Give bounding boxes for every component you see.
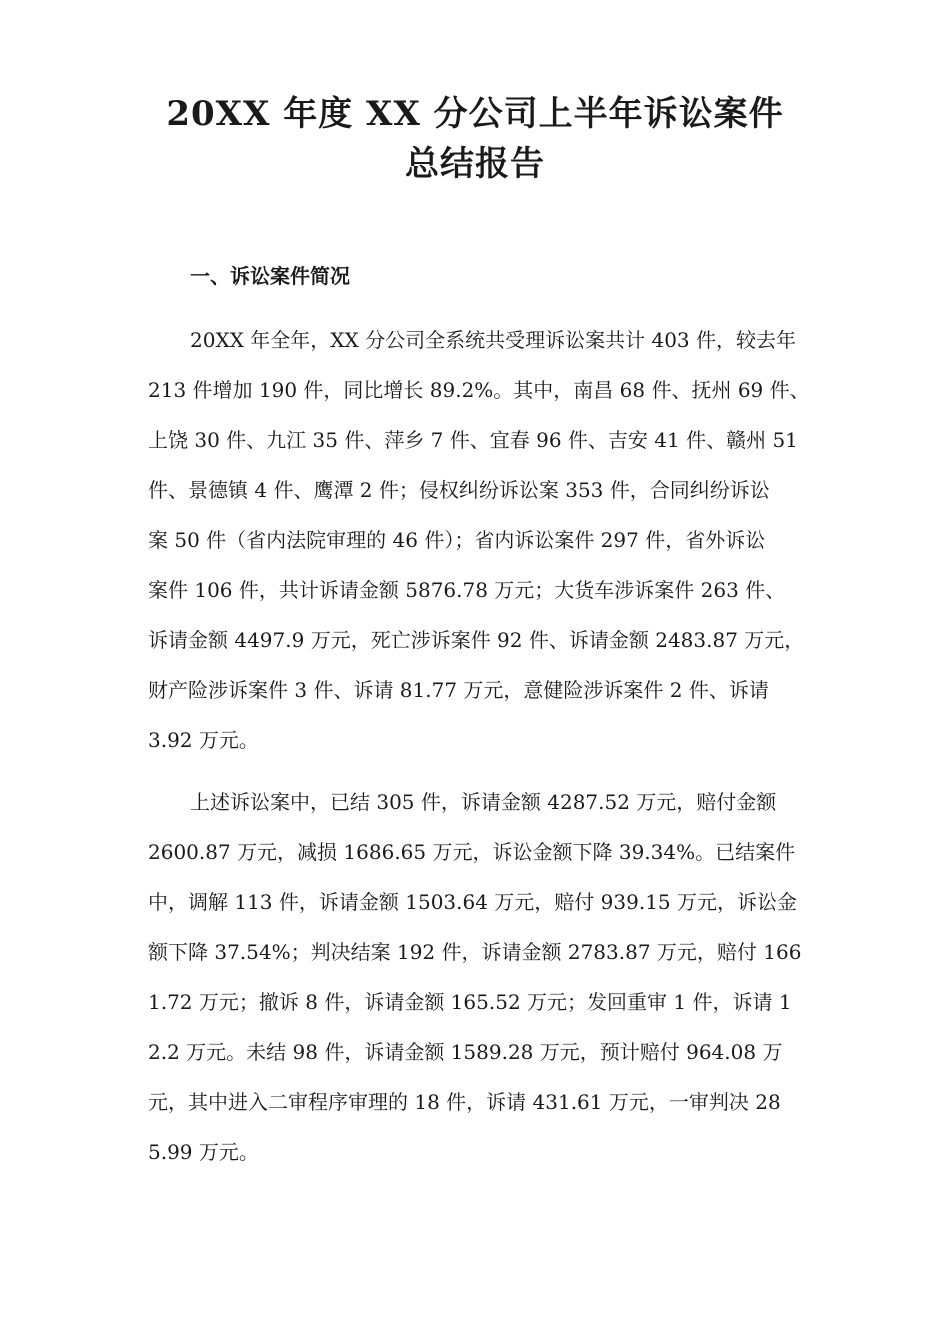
paragraph-settlement-summary xyxy=(148,777,820,1177)
document-title-line-1: 20XX 年度 XX 分公司上半年诉讼案件 xyxy=(166,94,784,134)
paragraph-line: 213 件增加 190 件，同比增长 89.2%。其中，南昌 68 件、抚州 69 件、 xyxy=(148,378,810,402)
paragraph-line: 案 50 件（省内法院审理的 46 件）；省内诉讼案件 297 件，省外诉讼 xyxy=(148,528,766,552)
paragraph-line: 2600.87 万元，减损 1686.65 万元，诉讼金额下降 39.34%。已结案件 xyxy=(148,840,796,864)
paragraph-line: 上饶 30 件、九江 35 件、萍乡 7 件、宜春 96 件、吉安 41 件、赣州 51 xyxy=(148,428,798,452)
paragraph-case-summary xyxy=(148,315,820,765)
paragraph-line: 财产险涉诉案件 3 件、诉请 81.77 万元，意健险涉诉案件 2 件、诉请 xyxy=(148,678,769,702)
paragraph-line: 元，其中进入二审程序审理的 18 件，诉请 431.61 万元，一审判决 28 xyxy=(148,1090,781,1114)
paragraph-line: 案件 106 件，共计诉请金额 5876.78 万元；大货车涉诉案件 263 件、 xyxy=(148,578,786,602)
paragraph-line: 1.72 万元；撤诉 8 件，诉请金额 165.52 万元；发回重审 1 件，诉请 1 xyxy=(148,990,792,1014)
paragraph-line: 诉请金额 4497.9 万元，死亡涉诉案件 92 件、诉请金额 2483.87 万元， xyxy=(148,628,805,652)
paragraph-line: 2.2 万元。未结 98 件，诉请金额 1589.28 万元，预计赔付 964.08 万 xyxy=(148,1040,783,1064)
paragraph-line: 5.99 万元。 xyxy=(148,1140,259,1164)
paragraph-line: 20XX 年全年，XX 分公司全系统共受理诉讼案共计 403 件，较去年 xyxy=(190,328,797,352)
paragraph-line: 件、景德镇 4 件、鹰潭 2 件；侵权纠纷诉讼案 353 件，合同纠纷诉讼 xyxy=(148,478,770,502)
section-heading-case-overview: 一、诉讼案件简况 xyxy=(190,264,350,288)
document-title-line-2: 总结报告 xyxy=(405,144,545,184)
paragraph-line: 3.92 万元。 xyxy=(148,728,259,752)
paragraph-line: 中，调解 113 件，诉请金额 1503.64 万元，赔付 939.15 万元，诉讼金 xyxy=(148,890,798,914)
paragraph-line: 额下降 37.54%；判决结案 192 件，诉请金额 2783.87 万元，赔付 166 xyxy=(148,940,802,964)
paragraph-line: 上述诉讼案中，已结 305 件，诉请金额 4287.52 万元，赔付金额 xyxy=(190,790,777,814)
